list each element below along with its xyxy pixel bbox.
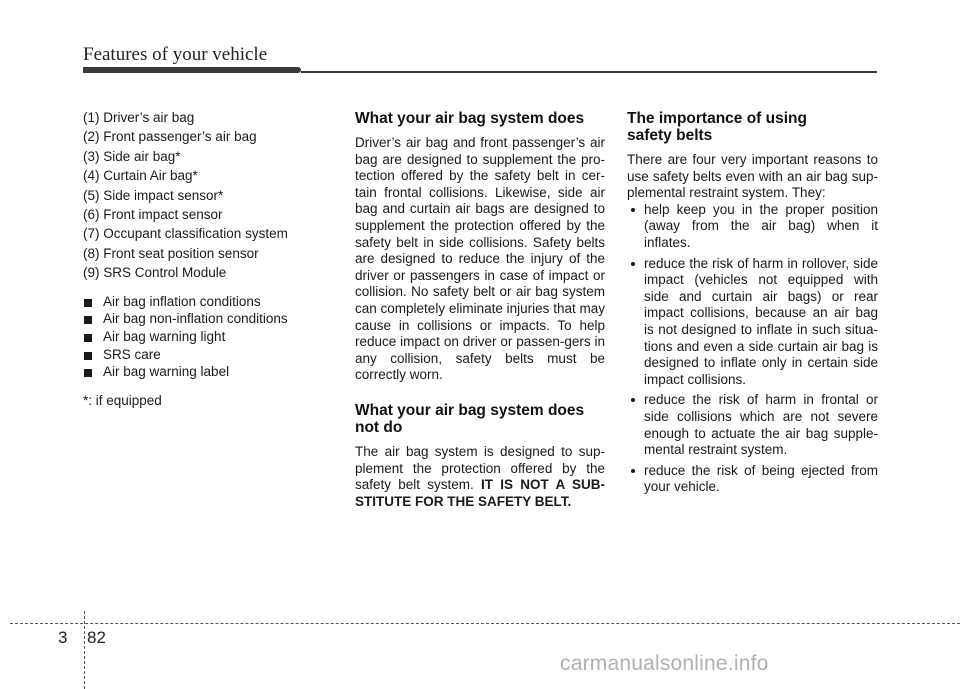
square-bullet-icon (84, 334, 92, 342)
middle-column (355, 110, 605, 510)
footer-rule (10, 623, 960, 624)
topic-item: Air bag warning light (83, 329, 313, 346)
bullet-dot-icon (631, 398, 635, 402)
component-item: (1) Driver’s air bag (83, 110, 195, 125)
warning-text: IT IS NOT A SUB-STITUTE FOR THE SAFETY BELT. (355, 477, 606, 509)
component-item: (3) Side air bag* (83, 148, 181, 164)
section-heading-what-it-does-not: What your air bag system does not do (355, 401, 585, 436)
topic-list (83, 294, 313, 381)
page-header-title: Features of your vehicle (83, 44, 268, 65)
section-heading-safety-belts: The importance of using safety belts (627, 110, 807, 144)
component-item: (8) Front seat position sensor (83, 245, 259, 261)
component-item: (4) Curtain Air bag* (83, 168, 198, 184)
footnote: *: if equipped (83, 392, 162, 408)
section-heading-what-it-does: What your air bag system does (355, 110, 585, 127)
page-number: 82 (87, 628, 106, 647)
reason-item: help keep you in the proper position (away from the air bag) when it inflates. (627, 202, 878, 252)
topic-item: Air bag inflation conditions (83, 294, 313, 311)
bullet-dot-icon (631, 262, 635, 266)
left-column (83, 110, 313, 409)
topic-item: Air bag warning label (83, 364, 313, 381)
component-list (83, 110, 313, 282)
watermark: carmanualsonline.info (560, 652, 769, 675)
header-bar (83, 67, 301, 73)
right-column (627, 110, 878, 500)
component-item: (7) Occupant classification system (83, 226, 288, 242)
paragraph-safety-belts-intro: There are four very important reasons to use safety belts even with an air bag sup-plemental restraint system. They: (627, 152, 878, 201)
header-rule (301, 71, 877, 73)
component-item: (2) Front passenger’s air bag (83, 129, 257, 145)
reasons-list (627, 202, 878, 496)
chapter-number: 3 (58, 628, 68, 647)
paragraph-what-it-does: Driver’s air bag and front passenger’s air bag are designed to supplement the pro-tection offered by the safety belt in cer-tain frontal collisions. Likewise, side air bag and curtain air bags are designed to supplement the protection offered by the safety belt in side collisions. Safety belts are designed to reduce the injury of the driver or passengers in case of impact or collision. No safety belt or air bag system can completely eliminate injuries that may cause in collisions or impacts. To help reduce impact on driver or passen-gers in any collision, safety belts must be correctly worn. (355, 135, 605, 383)
footer-divider (84, 611, 85, 689)
component-item: (9) SRS Control Module (83, 265, 227, 281)
topic-item: Air bag non-inflation conditions (83, 311, 313, 328)
reason-item: reduce the risk of harm in frontal or side collisions which are not severe enough to actuate the air bag supple-mental restraint system. (627, 392, 878, 458)
bullet-dot-icon (631, 469, 635, 473)
reason-item: reduce the risk of harm in rollover, side impact (vehicles not equipped with side and curtain air bags) or rear impact collisions, because an air bag is not designed to inflate in such situa-tions and even a side curtain air bag is designed to inflate only in certain side impact collisions. (627, 256, 878, 389)
component-item: (5) Side impact sensor* (83, 187, 224, 203)
topic-item: SRS care (83, 347, 313, 364)
square-bullet-icon (84, 352, 92, 360)
bullet-dot-icon (631, 208, 635, 212)
reason-item: reduce the risk of being ejected from your vehicle. (627, 463, 878, 496)
square-bullet-icon (84, 316, 92, 324)
component-item: (6) Front impact sensor (83, 206, 223, 222)
square-bullet-icon (84, 369, 92, 377)
paragraph-what-it-does-not: The air bag system is designed to sup-plement the protection offered by the safety belt system. IT IS NOT A SUB-STITUTE FOR THE SAFETY BELT. (355, 443, 606, 509)
square-bullet-icon (84, 299, 92, 307)
